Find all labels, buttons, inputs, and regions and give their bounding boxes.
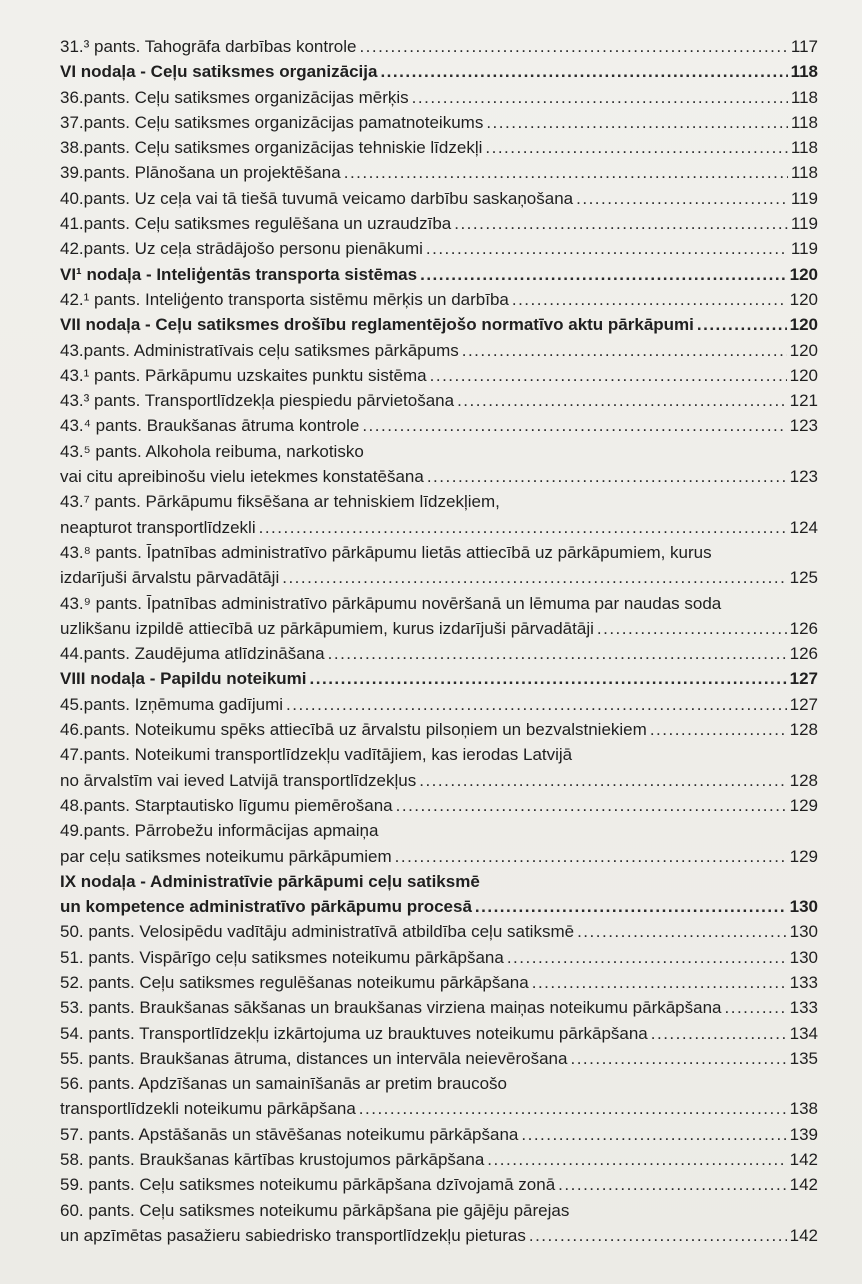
dot-leader	[462, 338, 787, 363]
toc-entry-title-line: 49.pants. Pārrobežu informācijas apmaiņa	[60, 821, 379, 841]
toc-entry-title: 43.³ pants. Transportlīdzekļa piespiedu pārvietošana	[60, 391, 455, 411]
toc-entry-title-line: 47.pants. Noteikumi transportlīdzekļu vadītājiem, kas ierodas Latvijā	[60, 745, 573, 765]
dot-leader	[286, 692, 787, 717]
dot-leader	[412, 85, 788, 110]
toc-entry-title: 38.pants. Ceļu satiksmes organizācijas tehniskie līdzekļi	[60, 138, 483, 158]
toc-page-number: 138	[789, 1099, 818, 1119]
toc-page-number: 142	[789, 1150, 818, 1170]
toc-page-number: 118	[790, 62, 818, 82]
toc-entry	[60, 591, 818, 642]
toc-entry-row	[60, 717, 818, 742]
toc-entry-title: 48.pants. Starptautisko līgumu piemērošana	[60, 795, 393, 815]
toc-entry	[60, 818, 818, 869]
dot-leader	[396, 793, 787, 818]
toc-entry-row	[60, 894, 818, 919]
dot-leader	[362, 413, 786, 438]
dot-leader	[507, 945, 787, 970]
toc-entry-row	[60, 413, 818, 438]
dot-leader	[485, 135, 788, 160]
toc-entry-row	[60, 844, 818, 869]
toc-entry	[60, 717, 818, 742]
dot-leader	[651, 1021, 787, 1046]
toc-entry-row	[60, 515, 818, 540]
toc-entry-title: 41.pants. Ceļu satiksmes regulēšana un uzraudzība	[60, 214, 452, 234]
toc-chapter-entry	[60, 59, 818, 84]
toc-entry-title: 43.¹ pants. Pārkāpumu uzskaites punktu sistēma	[60, 365, 427, 385]
toc-entry-title: vai citu apreibinošu vielu ietekmes konstatēšana	[60, 467, 424, 487]
toc-entry-row	[60, 995, 818, 1020]
toc-entry-title: 31.³ pants. Tahogrāfa darbības kontrole	[60, 37, 357, 56]
toc-entry-title: 57. pants. Apstāšanās un stāvēšanas noteikumu pārkāpšana	[60, 1124, 519, 1144]
toc-entry-title-line: 56. pants. Apdzīšanas un samainīšanās ar pretim braucošo	[60, 1074, 507, 1094]
toc-entry	[60, 1147, 818, 1172]
toc-entry-title: transportlīdzekli noteikumu pārkāpšana	[60, 1099, 356, 1119]
dot-leader	[558, 1172, 786, 1197]
toc-entry-row	[60, 768, 818, 793]
dot-leader	[426, 236, 788, 261]
toc-entry	[60, 85, 818, 110]
toc-entry-title: izdarījuši ārvalstu pārvadātāji	[60, 568, 280, 588]
toc-entry-title: un kompetence administratīvo pārkāpumu procesā	[60, 897, 472, 917]
dot-leader	[430, 363, 787, 388]
toc-entry-title: 46.pants. Noteikumu spēks attiecībā uz ārvalstu pilsoņiem un bezvalstniekiem	[60, 720, 647, 740]
toc-entry-row	[60, 1223, 818, 1248]
dot-leader	[576, 186, 788, 211]
toc-entry-row	[60, 692, 818, 717]
toc-entry-row	[60, 388, 818, 413]
toc-entry-row	[60, 59, 818, 84]
toc-page-number: 128	[789, 770, 818, 790]
toc-entry-title: 43.⁴ pants. Braukšanas ātruma kontrole	[60, 416, 360, 436]
toc-page-number: 120	[789, 289, 818, 309]
dot-leader	[259, 515, 787, 540]
toc-entry-row	[60, 1122, 818, 1147]
toc-entry	[60, 186, 818, 211]
toc-entry	[60, 489, 818, 540]
toc-entry-row	[60, 312, 818, 337]
toc-entry	[60, 1122, 818, 1147]
dot-leader	[486, 110, 788, 135]
toc-page-number: 121	[789, 391, 818, 411]
toc-entry-title: 55. pants. Braukšanas ātruma, distances un intervāla neievērošana	[60, 1048, 568, 1068]
toc-page-number: 134	[789, 1023, 818, 1043]
dot-leader	[420, 262, 787, 287]
toc-entry	[60, 641, 818, 666]
toc-entry-row	[60, 34, 818, 59]
toc-entry-row	[60, 186, 818, 211]
toc-page-number: 139	[789, 1124, 818, 1144]
toc-entry	[60, 34, 818, 59]
toc-entry-row	[60, 262, 818, 287]
toc-entry-title: VI¹ nodaļa - Inteliģentās transporta sistēmas	[60, 264, 418, 284]
toc-page-number: 135	[789, 1048, 818, 1068]
toc-page-number: 129	[789, 795, 818, 815]
dot-leader	[487, 1147, 786, 1172]
toc-entry-row	[60, 1172, 818, 1197]
toc-entry-title: VII nodaļa - Ceļu satiksmes drošību reglamentējošo normatīvo aktu pārkāpumi	[60, 315, 694, 335]
toc-page-number: 119	[790, 214, 818, 234]
toc-page-number: 117	[790, 37, 818, 56]
toc-chapter-entry	[60, 262, 818, 287]
toc-page-number: 119	[790, 188, 818, 208]
toc-entry-row	[60, 287, 818, 312]
toc-page-number: 133	[789, 998, 818, 1018]
toc-entry-title-line: 60. pants. Ceļu satiksmes noteikumu pārkāpšana pie gājēju pārejas	[60, 1200, 570, 1220]
toc-entry-title: 53. pants. Braukšanas sākšanas un braukšanas virziena maiņas noteikumu pārkāpšana	[60, 998, 722, 1018]
toc-page-number: 127	[789, 694, 818, 714]
dot-leader	[310, 666, 787, 691]
toc-page-number: 118	[790, 112, 818, 132]
toc-entry-row	[60, 641, 818, 666]
toc-entry-row	[60, 135, 818, 160]
toc-page-number: 120	[789, 365, 818, 385]
toc-entry-title: 59. pants. Ceļu satiksmes noteikumu pārkāpšana dzīvojamā zonā	[60, 1175, 556, 1195]
toc-entry	[60, 287, 818, 312]
toc-entry	[60, 388, 818, 413]
toc-page-number: 127	[789, 669, 818, 689]
toc-entry-title: 58. pants. Braukšanas kārtības krustojumos pārkāpšana	[60, 1150, 485, 1170]
toc-page-number: 120	[789, 340, 818, 360]
toc-entry	[60, 995, 818, 1020]
dot-leader	[650, 717, 787, 742]
toc-entry-row	[60, 1147, 818, 1172]
toc-entry-title: 36.pants. Ceļu satiksmes organizācijas mērķis	[60, 87, 409, 107]
toc-entry	[60, 211, 818, 236]
dot-leader	[512, 287, 787, 312]
toc-entry	[60, 1021, 818, 1046]
toc-entry-title-line: 43.⁹ pants. Īpatnības administratīvo pārkāpumu novēršanā un lēmuma par naudas soda	[60, 593, 722, 613]
toc-entry	[60, 742, 818, 793]
toc-entry-row	[60, 160, 818, 185]
toc-page-number: 123	[789, 416, 818, 436]
toc-entry-row	[60, 970, 818, 995]
toc-entry-row	[60, 85, 818, 110]
dot-leader	[697, 312, 787, 337]
toc-entry-row	[60, 666, 818, 691]
toc-entry-title: par ceļu satiksmes noteikumu pārkāpumiem	[60, 846, 392, 866]
toc-entry-title: 39.pants. Plānošana un projektēšana	[60, 163, 341, 183]
toc-entry-title: VI nodaļa - Ceļu satiksmes organizācija	[60, 62, 378, 82]
toc-entry-row	[60, 919, 818, 944]
toc-chapter-entry	[60, 666, 818, 691]
toc-entry-row	[60, 211, 818, 236]
toc-chapter-entry	[60, 312, 818, 337]
toc-entry	[60, 110, 818, 135]
dot-leader	[395, 844, 787, 869]
toc-entry-title: 42.¹ pants. Inteliģento transporta sistēmu mērķis un darbība	[60, 289, 509, 309]
toc-entry-title: 40.pants. Uz ceļa vai tā tiešā tuvumā veicamo darbību saskaņošana	[60, 188, 574, 208]
dot-leader	[380, 59, 787, 84]
toc-entry	[60, 793, 818, 818]
table-of-contents	[60, 34, 818, 1248]
dot-leader	[570, 1046, 786, 1071]
dot-leader	[577, 919, 787, 944]
dot-leader	[521, 1122, 786, 1147]
toc-entry-row	[60, 110, 818, 135]
toc-entry-row	[60, 338, 818, 363]
toc-entry-row	[60, 363, 818, 388]
dot-leader	[725, 995, 787, 1020]
toc-entry	[60, 945, 818, 970]
toc-entry-row	[60, 565, 818, 590]
toc-entry-title: 44.pants. Zaudējuma atlīdzināšana	[60, 644, 325, 664]
dot-leader	[475, 894, 787, 919]
toc-page-number: 128	[789, 720, 818, 740]
toc-entry-row	[60, 793, 818, 818]
dot-leader	[529, 1223, 787, 1248]
toc-page-number: 125	[789, 568, 818, 588]
toc-page-number: 120	[789, 264, 818, 284]
dot-leader	[344, 160, 788, 185]
toc-entry-title: 43.pants. Administratīvais ceļu satiksmes pārkāpums	[60, 340, 459, 360]
toc-entry-title-line: 43.⁷ pants. Pārkāpumu fiksēšana ar tehniskiem līdzekļiem,	[60, 492, 500, 512]
toc-entry	[60, 919, 818, 944]
toc-entry-row	[60, 1046, 818, 1071]
toc-page-number: 130	[789, 922, 818, 942]
toc-page-number: 126	[789, 644, 818, 664]
dot-leader	[328, 641, 787, 666]
dot-leader	[427, 464, 787, 489]
toc-entry-title: un apzīmētas pasažieru sabiedrisko transportlīdzekļu pieturas	[60, 1225, 526, 1245]
toc-entry-title: 50. pants. Velosipēdu vadītāju administratīvā atbildība ceļu satiksmē	[60, 922, 575, 942]
toc-entry-title: 37.pants. Ceļu satiksmes organizācijas pamatnoteikums	[60, 112, 484, 132]
toc-entry	[60, 363, 818, 388]
toc-entry-title: 54. pants. Transportlīdzekļu izkārtojuma uz brauktuves noteikumu pārkāpšana	[60, 1023, 648, 1043]
toc-entry-row	[60, 236, 818, 261]
toc-page-number: 120	[789, 315, 818, 335]
toc-entry	[60, 160, 818, 185]
toc-entry-row	[60, 1021, 818, 1046]
toc-entry-title: neapturot transportlīdzekli	[60, 517, 256, 537]
toc-entry-row	[60, 616, 818, 641]
toc-entry-row	[60, 945, 818, 970]
toc-entry-title: 51. pants. Vispārīgo ceļu satiksmes noteikumu pārkāpšana	[60, 947, 504, 967]
dot-leader	[419, 768, 786, 793]
toc-page-number: 142	[789, 1175, 818, 1195]
toc-entry	[60, 1046, 818, 1071]
toc-page-number: 130	[789, 947, 818, 967]
dot-leader	[359, 34, 787, 59]
toc-entry	[60, 413, 818, 438]
toc-entry	[60, 970, 818, 995]
toc-entry-title: VIII nodaļa - Papildu noteikumi	[60, 669, 307, 689]
toc-page-number: 126	[789, 618, 818, 638]
toc-chapter-entry	[60, 869, 818, 920]
toc-entry	[60, 1198, 818, 1249]
toc-page-number: 124	[789, 517, 818, 537]
toc-page-number: 119	[790, 239, 818, 259]
dot-leader	[454, 211, 788, 236]
toc-page-number: 118	[790, 138, 818, 158]
toc-entry-title-line: IX nodaļa - Administratīvie pārkāpumi ceļu satiksmē	[60, 871, 480, 891]
toc-entry-title: 45.pants. Izņēmuma gadījumi	[60, 694, 284, 714]
toc-page-number: 118	[790, 87, 818, 107]
toc-entry-title-line: 43.⁸ pants. Īpatnības administratīvo pārkāpumu lietās attiecībā uz pārkāpumiem, kurus	[60, 542, 712, 562]
dot-leader	[532, 970, 787, 995]
toc-entry	[60, 236, 818, 261]
toc-entry-row	[60, 464, 818, 489]
toc-entry	[60, 692, 818, 717]
toc-entry-title: uzlikšanu izpildē attiecībā uz pārkāpumiem, kurus izdarījuši pārvadātāji	[60, 618, 594, 638]
toc-page-number: 130	[789, 897, 818, 917]
toc-entry	[60, 338, 818, 363]
dot-leader	[597, 616, 787, 641]
toc-entry	[60, 1172, 818, 1197]
toc-page-number: 123	[789, 467, 818, 487]
dot-leader	[282, 565, 786, 590]
toc-entry	[60, 439, 818, 490]
dot-leader	[359, 1096, 787, 1121]
toc-entry-title: 52. pants. Ceļu satiksmes regulēšanas noteikumu pārkāpšana	[60, 972, 529, 992]
toc-page-number: 142	[789, 1225, 818, 1245]
toc-page-number: 118	[790, 163, 818, 183]
toc-page-number: 129	[789, 846, 818, 866]
toc-entry	[60, 1071, 818, 1122]
toc-entry	[60, 135, 818, 160]
toc-entry-title: 42.pants. Uz ceļa strādājošo personu pienākumi	[60, 239, 423, 259]
toc-entry-title: no ārvalstīm vai ieved Latvijā transportlīdzekļus	[60, 770, 417, 790]
toc-entry	[60, 540, 818, 591]
toc-entry-title-line: 43.⁵ pants. Alkohola reibuma, narkotisko	[60, 441, 364, 461]
toc-entry-row	[60, 1096, 818, 1121]
toc-page-number: 133	[789, 972, 818, 992]
dot-leader	[457, 388, 787, 413]
